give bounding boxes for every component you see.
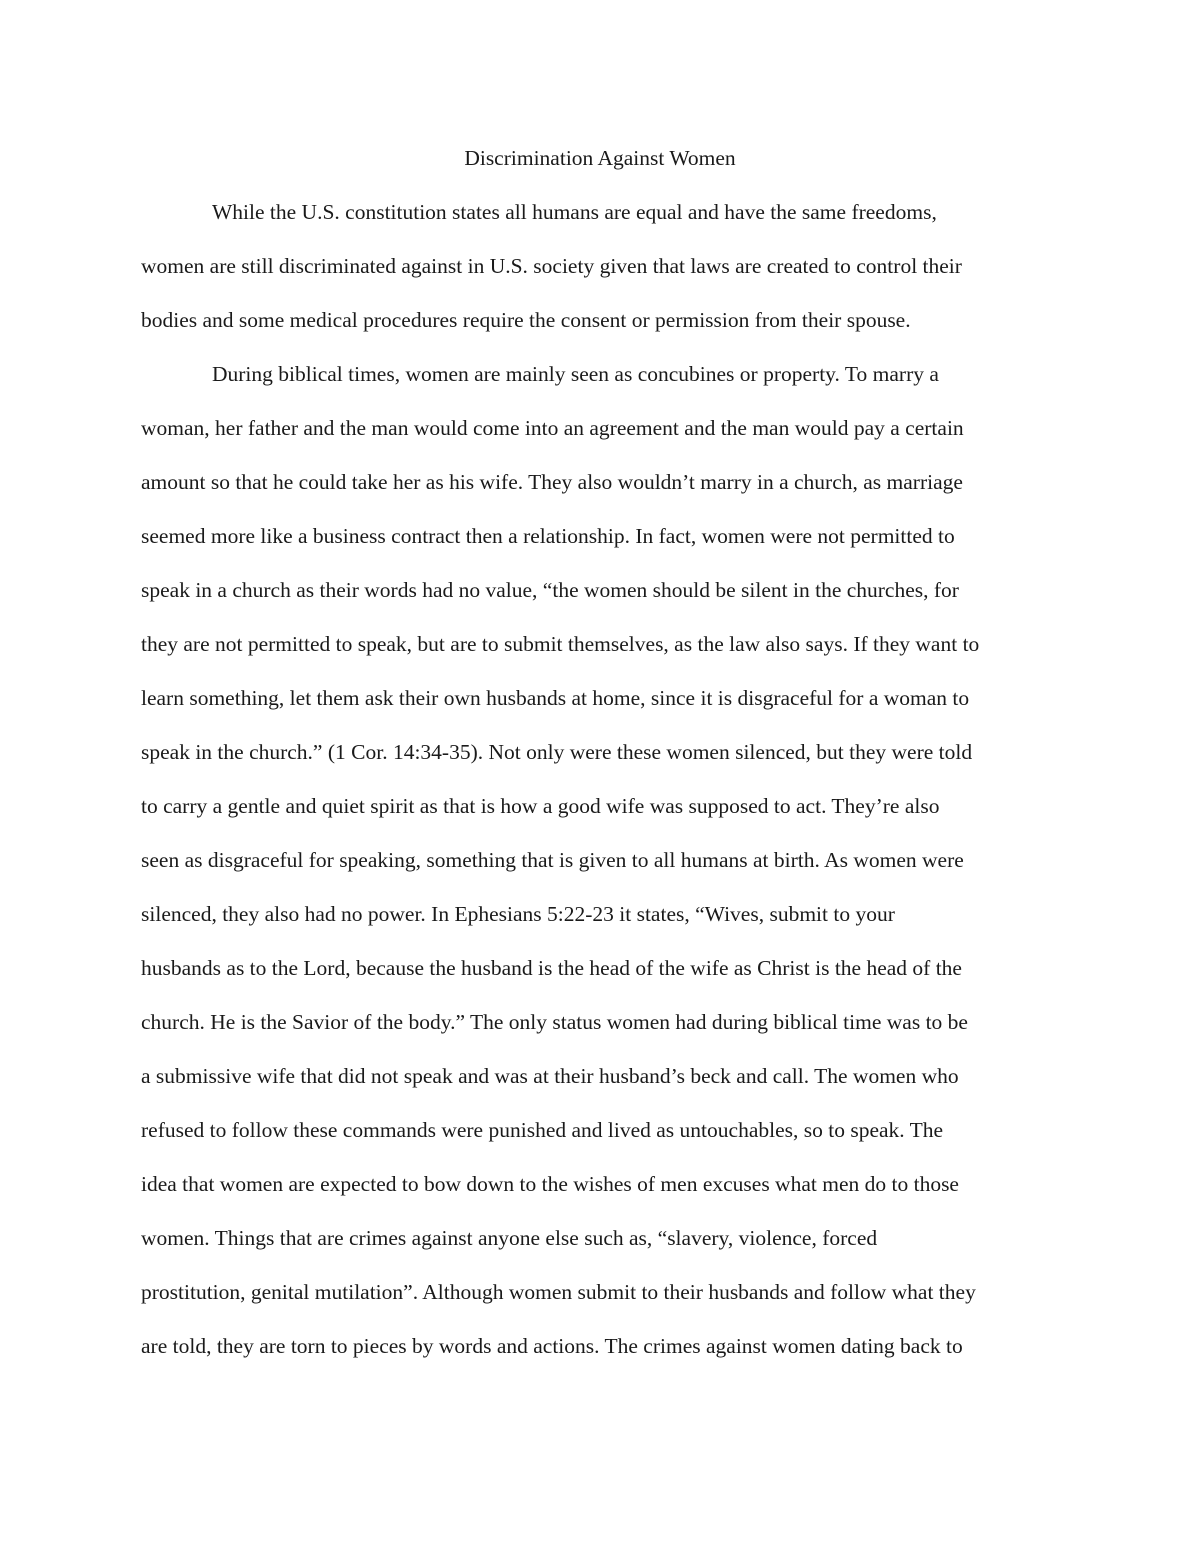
paragraph-line: they are not permitted to speak, but are to submit themselves, as the law also says. If they want to [141,632,980,656]
paragraph-line: to carry a gentle and quiet spirit as that is how a good wife was supposed to act. They’re also [141,794,940,818]
paragraph-line: woman, her father and the man would come into an agreement and the man would pay a certain [141,416,964,440]
paragraph-line: amount so that he could take her as his wife. They also wouldn’t marry in a church, as marriage [141,470,963,494]
paragraph-line: speak in a church as their words had no value, “the women should be silent in the churches, for [141,578,959,602]
paragraph-line: women. Things that are crimes against anyone else such as, “slavery, violence, forced [141,1226,878,1250]
paragraph-line: bodies and some medical procedures require the consent or permission from their spouse. [141,308,911,332]
paragraph-line: refused to follow these commands were punished and lived as untouchables, so to speak. The [141,1118,944,1142]
paragraph-line: women are still discriminated against in U.S. society given that laws are created to control their [141,254,962,278]
paragraph-line: husbands as to the Lord, because the husband is the head of the wife as Christ is the head of the [141,956,962,980]
paragraph-line: speak in the church.” (1 Cor. 14:34-35). Not only were these women silenced, but they were told [141,740,973,764]
paragraph-line: silenced, they also had no power. In Ephesians 5:22-23 it states, “Wives, submit to your [141,902,895,926]
document-title: Discrimination Against Women [464,146,736,170]
paragraph-line: seen as disgraceful for speaking, something that is given to all humans at birth. As women were [141,848,964,872]
paragraph-line: seemed more like a business contract then a relationship. In fact, women were not permitted to [141,524,955,548]
paragraph-line: are told, they are torn to pieces by words and actions. The crimes against women dating back to [141,1334,963,1358]
paragraph-line: While the U.S. constitution states all humans are equal and have the same freedoms, [212,200,937,224]
paragraph-line: church. He is the Savior of the body.” The only status women had during biblical time was to be [141,1010,968,1034]
paragraph-line: prostitution, genital mutilation”. Although women submit to their husbands and follow what they [141,1280,976,1304]
paragraph-line: During biblical times, women are mainly seen as concubines or property. To marry a [212,362,939,386]
paragraph-line: a submissive wife that did not speak and was at their husband’s beck and call. The women who [141,1064,959,1088]
paragraph-line: idea that women are expected to bow down to the wishes of men excuses what men do to those [141,1172,959,1196]
paragraph-line: learn something, let them ask their own husbands at home, since it is disgraceful for a woman to [141,686,970,710]
